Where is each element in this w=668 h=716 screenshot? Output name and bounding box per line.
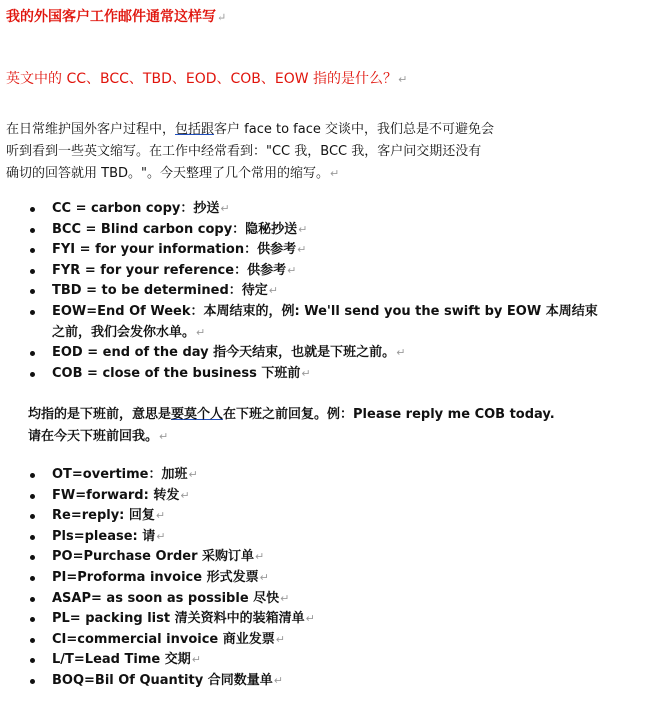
paragraph-mark-icon: ↵	[180, 488, 190, 502]
list-item-continuation	[52, 323, 598, 344]
list-item-text: OT=overtime：加班	[52, 467, 188, 482]
list-item-text: PO=Purchase Order 采购订单	[52, 549, 255, 565]
explanation-text: 请在今天下班前回我。	[28, 429, 159, 444]
list-item	[30, 650, 315, 671]
list-item-text: CI=commercial invoice 商业发票	[52, 631, 275, 647]
explanation-paragraph	[28, 404, 628, 448]
paragraph-mark-icon: ↵	[396, 346, 406, 360]
paragraph-mark-icon: ↵	[329, 167, 340, 180]
list-item	[30, 240, 598, 261]
paragraph-mark-icon: ↵	[268, 284, 278, 298]
list-item-text: BOQ=Bil Of Quantity 合同数量单	[52, 672, 273, 688]
abbreviation-list-1	[30, 199, 598, 384]
list-item-text: FYR = for your reference：供参考	[52, 262, 287, 278]
list-item-text: COB = close of the business 下班前	[52, 365, 301, 381]
paragraph-mark-icon: ↵	[155, 509, 166, 523]
paragraph-mark-icon: ↵	[196, 325, 206, 339]
list-item	[30, 568, 315, 589]
explanation-line	[28, 404, 628, 426]
list-item	[30, 547, 315, 568]
list-item	[30, 199, 598, 220]
explanation-line	[28, 426, 628, 448]
list-item-text: Re=reply: 回复	[52, 508, 155, 524]
abbreviation-list-2	[30, 465, 315, 692]
list-item	[30, 261, 598, 282]
list-item	[30, 281, 598, 302]
list-item	[30, 630, 315, 651]
paragraph-mark-icon: ↵	[280, 591, 290, 605]
paragraph-mark-icon: ↵	[159, 430, 169, 443]
intro-text: 在日常维护国外客户过程中，	[6, 122, 176, 137]
paragraph-mark-icon: ↵	[259, 570, 269, 584]
page-title	[6, 6, 226, 26]
list-item	[30, 527, 315, 548]
paragraph-mark-icon: ↵	[398, 73, 408, 86]
list-item-text: EOD = end of the day 指今天结束，也就是下班之前。	[52, 345, 396, 361]
intro-line	[6, 119, 566, 141]
list-item	[30, 302, 598, 343]
list-item-text: PL= packing list 清关资料中的装箱清单	[52, 611, 305, 627]
paragraph-mark-icon: ↵	[273, 673, 283, 687]
list-item	[30, 465, 315, 486]
intro-text: 客户 face to face 交谈中，我们总是不可避免会	[214, 122, 494, 137]
list-item-text: CC = carbon copy：抄送	[52, 201, 220, 216]
list-item-text: TBD = to be determined：待定	[52, 283, 268, 299]
list-item	[30, 671, 315, 692]
list-item-text: ASAP= as soon as possible 尽快	[52, 590, 280, 606]
list-item-text: FYI = for your information：供参考	[52, 242, 297, 258]
paragraph-mark-icon: ↵	[275, 632, 285, 646]
list-item-text: BCC = Blind carbon copy：隐秘抄送	[52, 221, 298, 237]
paragraph-mark-icon: ↵	[297, 243, 307, 257]
intro-paragraph	[6, 119, 566, 185]
list-item-text: EOW=End Of Week：本周结束的，例: We'll send you the swift by EOW 本周结束	[52, 303, 598, 319]
list-item	[30, 506, 315, 527]
page-title-text: 我的外国客户工作邮件通常这样写	[6, 9, 216, 25]
list-item-text: Pls=please: 请	[52, 528, 156, 544]
underlined-text: 要莫个人	[171, 407, 224, 422]
intro-text: 确切的回答就用 TBD。"。今天整理了几个常用的缩写。	[6, 166, 329, 181]
paragraph-mark-icon: ↵	[255, 550, 265, 564]
paragraph-mark-icon: ↵	[220, 202, 230, 215]
paragraph-mark-icon: ↵	[298, 222, 308, 236]
list-item-text: L/T=Lead Time 交期	[52, 652, 191, 668]
list-item	[30, 364, 598, 385]
section-heading-text: 英文中的 CC、BCC、TBD、EOD、COB、EOW 指的是什么？	[6, 71, 398, 87]
paragraph-mark-icon: ↵	[188, 468, 198, 481]
list-item	[30, 343, 598, 364]
list-item	[30, 609, 315, 630]
list-item-text: FW=forward: 转发	[52, 487, 180, 503]
underlined-text: 包括跟	[175, 122, 215, 137]
intro-line	[6, 163, 566, 185]
explanation-text: 在下班之前回复。例：Please reply me COB today.	[223, 407, 555, 422]
paragraph-mark-icon: ↵	[301, 366, 311, 380]
paragraph-mark-icon: ↵	[217, 11, 227, 24]
paragraph-mark-icon: ↵	[287, 263, 297, 277]
list-item	[30, 220, 598, 241]
explanation-text: 均指的是下班前，意思是	[28, 407, 172, 422]
section-heading	[6, 68, 407, 88]
paragraph-mark-icon: ↵	[156, 529, 166, 543]
list-item-text: 之前，我们会发你水单。	[52, 324, 196, 340]
list-item-text: PI=Proforma invoice 形式发票	[52, 569, 259, 585]
list-item	[30, 589, 315, 610]
list-item	[30, 486, 315, 507]
paragraph-mark-icon: ↵	[191, 653, 201, 667]
intro-line: 听到看到一些英文缩写。在工作中经常看到："CC 我，BCC 我，客户问交期还没有	[6, 144, 482, 159]
paragraph-mark-icon: ↵	[305, 612, 315, 626]
